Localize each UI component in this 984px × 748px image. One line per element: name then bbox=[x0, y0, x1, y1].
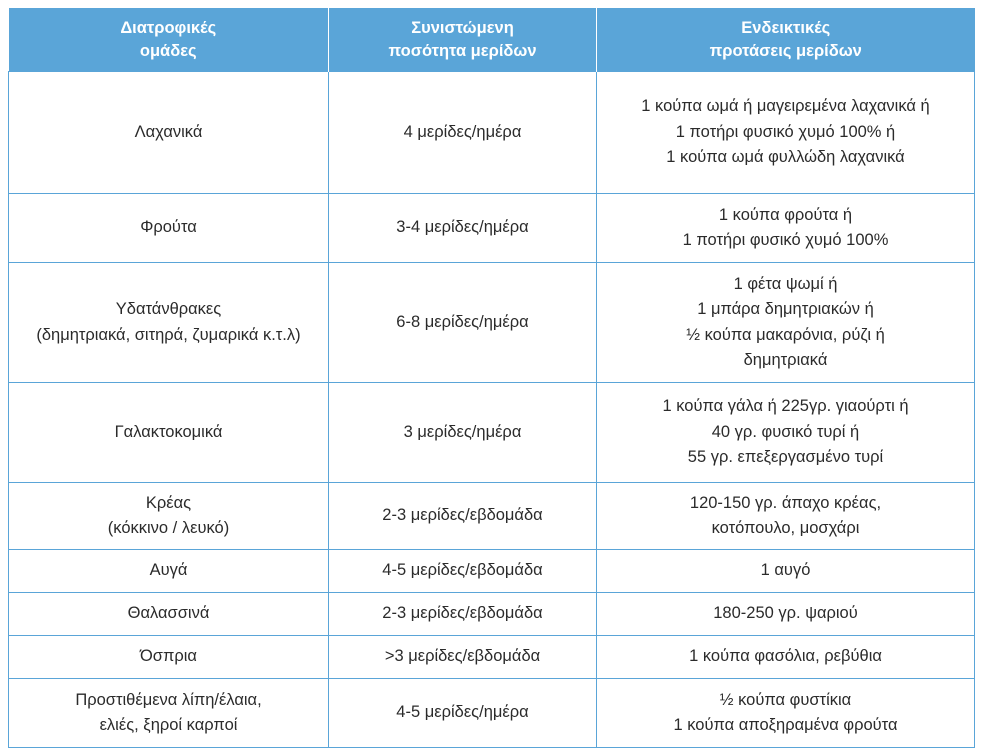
cell-food-group: Κρέας (κόκκινο / λευκό) bbox=[9, 483, 329, 550]
table-row bbox=[9, 194, 975, 263]
cell-recommended-amount: 3-4 μερίδες/ημέρα bbox=[329, 194, 597, 263]
cell-example-portions: ½ κούπα φυστίκια 1 κούπα αποξηραμένα φρούτα bbox=[597, 679, 975, 748]
table-header bbox=[9, 8, 975, 72]
cell-recommended-amount: 6-8 μερίδες/ημέρα bbox=[329, 263, 597, 383]
cell-food-group: Όσπρια bbox=[9, 636, 329, 679]
cell-recommended-amount: 4-5 μερίδες/ημέρα bbox=[329, 679, 597, 748]
header-recommended-portions: Συνιστώμενη ποσότητα μερίδων bbox=[329, 8, 597, 72]
header-row bbox=[9, 8, 975, 72]
nutrition-table bbox=[8, 8, 975, 748]
cell-recommended-amount: >3 μερίδες/εβδομάδα bbox=[329, 636, 597, 679]
cell-example-portions: 1 κούπα γάλα ή 225γρ. γιαούρτι ή 40 γρ. φυσικό τυρί ή 55 γρ. επεξεργασμένο τυρί bbox=[597, 383, 975, 483]
table-row bbox=[9, 483, 975, 550]
cell-food-group: Αυγά bbox=[9, 550, 329, 593]
cell-recommended-amount: 3 μερίδες/ημέρα bbox=[329, 383, 597, 483]
nutrition-table-container bbox=[8, 8, 974, 748]
cell-example-portions: 180-250 γρ. ψαριού bbox=[597, 593, 975, 636]
cell-example-portions: 1 φέτα ψωμί ή 1 μπάρα δημητριακών ή ½ κούπα μακαρόνια, ρύζι ή δημητριακά bbox=[597, 263, 975, 383]
cell-food-group: Προστιθέμενα λίπη/έλαια, ελιές, ξηροί καρποί bbox=[9, 679, 329, 748]
cell-example-portions: 1 κούπα ωμά ή μαγειρεμένα λαχανικά ή 1 ποτήρι φυσικό χυμό 100% ή 1 κούπα ωμά φυλλώδη λαχανικά bbox=[597, 72, 975, 194]
cell-food-group: Υδατάνθρακες (δημητριακά, σιτηρά, ζυμαρικά κ.τ.λ) bbox=[9, 263, 329, 383]
table-body bbox=[9, 72, 975, 748]
cell-food-group: Θαλασσινά bbox=[9, 593, 329, 636]
cell-example-portions: 1 κούπα φρούτα ή 1 ποτήρι φυσικό χυμό 100% bbox=[597, 194, 975, 263]
cell-example-portions: 1 κούπα φασόλια, ρεβύθια bbox=[597, 636, 975, 679]
table-row bbox=[9, 263, 975, 383]
table-row bbox=[9, 550, 975, 593]
cell-food-group: Φρούτα bbox=[9, 194, 329, 263]
cell-recommended-amount: 4 μερίδες/ημέρα bbox=[329, 72, 597, 194]
cell-recommended-amount: 2-3 μερίδες/εβδομάδα bbox=[329, 483, 597, 550]
header-food-group: Διατροφικές ομάδες bbox=[9, 8, 329, 72]
cell-food-group: Λαχανικά bbox=[9, 72, 329, 194]
table-row bbox=[9, 593, 975, 636]
table-row bbox=[9, 383, 975, 483]
header-example-portions: Ενδεικτικές προτάσεις μερίδων bbox=[597, 8, 975, 72]
cell-recommended-amount: 2-3 μερίδες/εβδομάδα bbox=[329, 593, 597, 636]
table-row bbox=[9, 679, 975, 748]
cell-recommended-amount: 4-5 μερίδες/εβδομάδα bbox=[329, 550, 597, 593]
cell-example-portions: 1 αυγό bbox=[597, 550, 975, 593]
cell-example-portions: 120-150 γρ. άπαχο κρέας, κοτόπουλο, μοσχάρι bbox=[597, 483, 975, 550]
table-row bbox=[9, 72, 975, 194]
cell-food-group: Γαλακτοκομικά bbox=[9, 383, 329, 483]
table-row bbox=[9, 636, 975, 679]
